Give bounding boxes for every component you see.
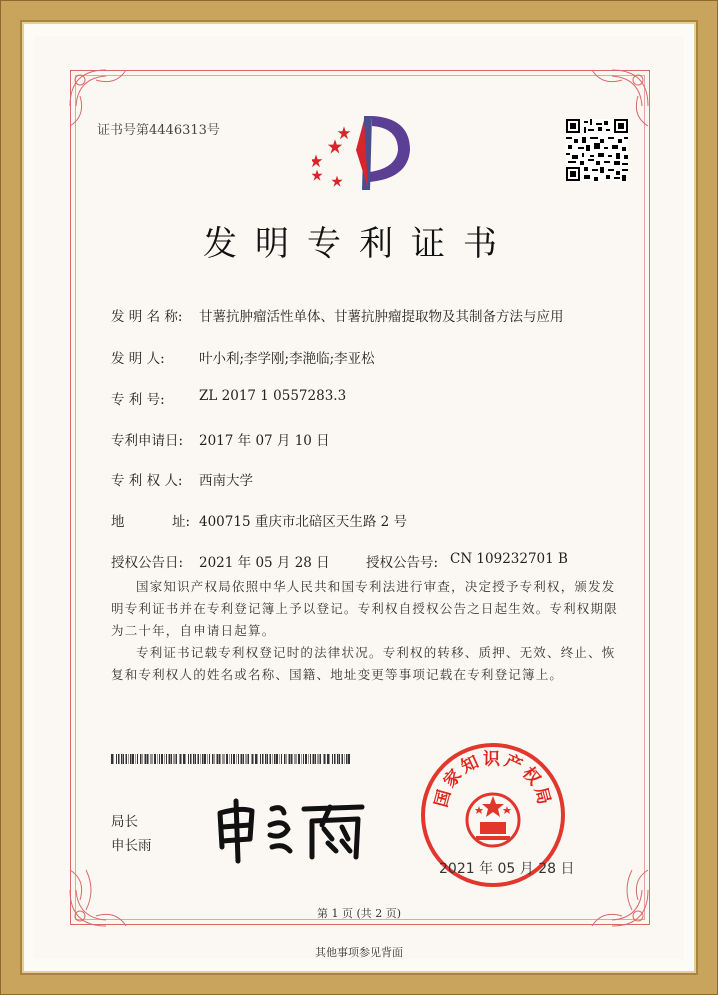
corner-ornament-top-left — [66, 66, 156, 156]
footer-note: 其他事项参见背面 — [315, 946, 403, 959]
patentee-value: 西南大学 — [199, 473, 253, 489]
director-signature — [212, 795, 367, 865]
seal-text: 国家知识产权局 — [431, 749, 555, 810]
certificate-title: 发明专利证书 — [203, 224, 515, 264]
page-info: 第 1 页 (共 2 页) — [316, 907, 402, 920]
statement-paragraph-1: 国家知识产权局依照中华人民共和国专利法进行审查，决定授予专利权，颁发发明专利证书并在专利登记簿上予以登记。专利权自授权公告之日起生效。专利权期限为二十年，自申请日起算。 — [111, 579, 618, 638]
certificate-number: 证书号第4446313号 — [97, 123, 220, 138]
filing-date-value: 2017 年 07 月 10 日 — [199, 433, 330, 449]
director-title: 局长 — [111, 814, 138, 830]
filing-date-label: 专利申请日: — [111, 433, 184, 449]
seal-date: 2021 年 05 月 28 日 — [439, 861, 575, 877]
invention-name-label: 发 明 名 称: — [111, 309, 183, 325]
qr-code-icon — [566, 119, 628, 181]
address-value: 400715 重庆市北碚区天生路 2 号 — [199, 514, 407, 530]
director-name: 申长雨 — [111, 838, 152, 854]
patent-number-label: 专 利 号: — [111, 392, 165, 408]
patentee-label: 专 利 权 人: — [111, 473, 183, 489]
statement-paragraph-2: 专利证书记载专利权登记时的法律状况。专利权的转移、质押、无效、终止、恢复和专利权人的姓名或名称、国籍、地址变更等事项记载在专利登记簿上。 — [111, 645, 616, 682]
inventor-label: 发 明 人: — [111, 351, 165, 367]
barcode-icon — [111, 754, 351, 764]
grant-date-value: 2021 年 05 月 28 日 — [199, 555, 330, 571]
patent-number-value: ZL 2017 1 0557283.3 — [199, 388, 347, 404]
grant-number-label: 授权公告号: — [366, 555, 439, 571]
grant-date-label: 授权公告日: — [111, 555, 184, 571]
inventor-value: 叶小利;李学刚;李滟临;李亚松 — [199, 351, 375, 367]
invention-name-value: 甘薯抗肿瘤活性单体、甘薯抗肿瘤提取物及其制备方法与应用 — [199, 309, 564, 325]
cnipa-logo-icon — [312, 110, 418, 196]
grant-number-value: CN 109232701 B — [450, 551, 568, 567]
address-label-right: 址: — [172, 514, 191, 530]
address-label-left: 地 — [111, 514, 125, 530]
